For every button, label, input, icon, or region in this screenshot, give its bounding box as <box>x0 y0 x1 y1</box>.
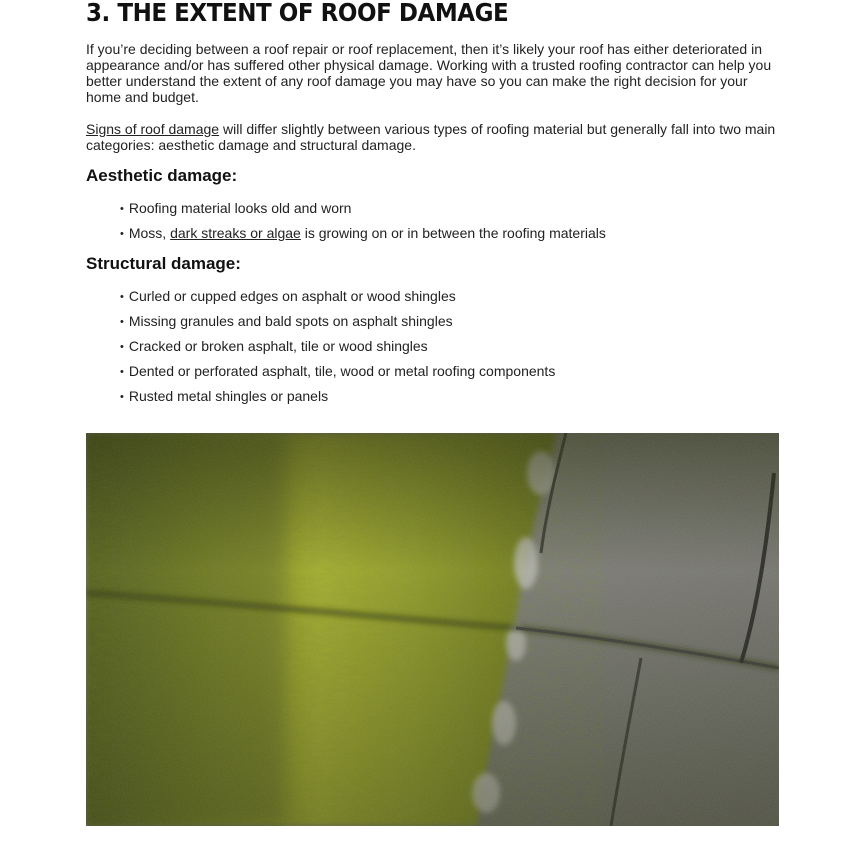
moss-on-shingles-photo <box>86 433 779 826</box>
list-item <box>120 224 606 249</box>
list-item: • Roofing material looks old and worn <box>120 199 606 224</box>
structural-damage-list <box>120 287 555 412</box>
moss-photo-illustration <box>86 433 779 826</box>
signs-paragraph <box>86 121 780 153</box>
intro-paragraph: If you’re deciding between a roof repair or roof replacement, then it’s likely your roof has either deteriorated in appearance and/or has suffered other physical damage. Working with a trusted roofing contractor can help you better understand the extent of any roof damage you may have so you can make the right decision for your home and budget. <box>86 41 772 105</box>
dark-streaks-link[interactable]: dark streaks or algae <box>170 225 301 241</box>
signs-paragraph-text: will differ slightly between various types of roofing material but generally fall into two main categories: aesthetic damage and structural damage. <box>86 121 776 153</box>
signs-of-roof-damage-link[interactable]: Signs of roof damage <box>86 121 220 137</box>
structural-damage-heading: Structural damage: <box>86 254 241 273</box>
aesthetic-damage-list <box>120 199 606 249</box>
list-item: • Rusted metal shingles or panels <box>120 387 555 412</box>
list-item: • Curled or cupped edges on asphalt or wood shingles <box>120 287 555 312</box>
aesthetic-damage-heading: Aesthetic damage: <box>86 166 238 185</box>
list-item: • Dented or perforated asphalt, tile, wood or metal roofing components <box>120 362 555 387</box>
section-heading: 3. THE EXTENT OF ROOF DAMAGE <box>86 0 509 27</box>
list-item: • Missing granules and bald spots on asphalt shingles <box>120 312 555 337</box>
list-item-text: Moss, <box>128 225 171 241</box>
list-item: • Cracked or broken asphalt, tile or wood shingles <box>120 337 555 362</box>
list-item-text: is growing on or in between the roofing materials <box>300 225 606 241</box>
